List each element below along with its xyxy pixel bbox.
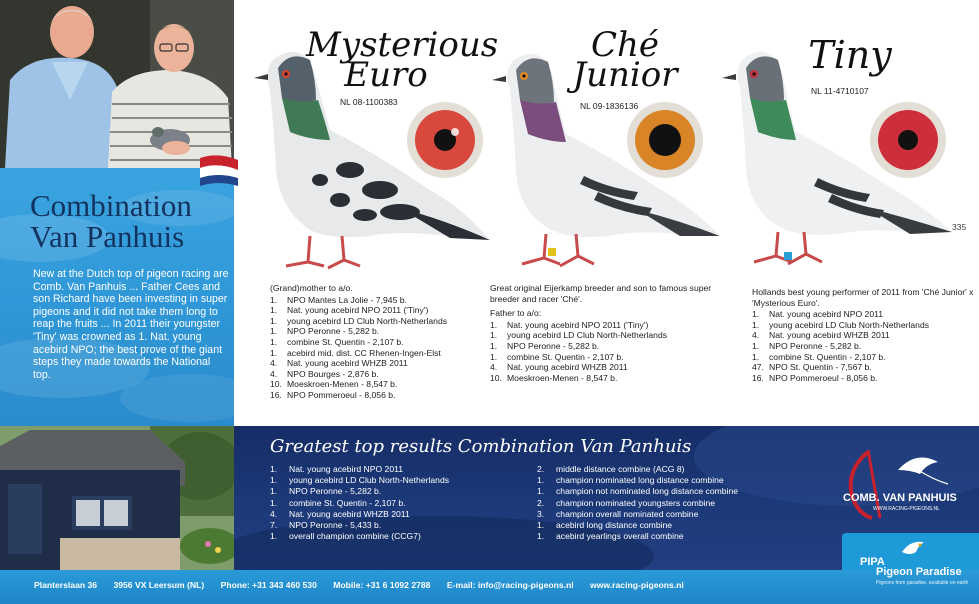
result-text: acebird long distance combine [556, 520, 673, 531]
results-list [490, 320, 725, 384]
list-item [752, 373, 974, 384]
result-text: Nat. young acebird WHZB 2011 [507, 362, 628, 373]
rank: 1. [490, 351, 498, 362]
result-text: combine St. Quentin - 2,107 b. [289, 497, 406, 508]
result-text: Nat. young acebird NPO 2011 ('Tiny') [287, 305, 429, 316]
pipa-name: Pigeon Paradise [876, 566, 962, 578]
list-item [270, 358, 485, 369]
list-item [537, 486, 797, 497]
top-results-left [270, 464, 530, 542]
result-text: Nat. young acebird NPO 2011 ('Tiny') [507, 319, 649, 330]
rank: 3. [537, 508, 545, 519]
list-item [270, 486, 530, 497]
logo-name: COMB. VAN PANHUIS [843, 492, 957, 504]
top-results-right [537, 464, 797, 542]
result-text: young acebird LD Club North-Netherlands [769, 319, 930, 330]
result-text: NPO Bourges - 2,876 b. [287, 368, 379, 379]
list-item [270, 498, 530, 509]
rank: 16. [270, 389, 282, 400]
result-text: young acebird LD Club North-Netherlands [287, 315, 448, 326]
footer-mobile: Mobile: +31 6 1092 2788 [333, 580, 431, 590]
rank: 10. [270, 379, 282, 390]
ring-number: NL 08-1100383 [340, 97, 398, 107]
pigeon-name-line1: Ché [590, 25, 660, 65]
top-results-title: Greatest top results Combination Van Panhuis [270, 436, 692, 457]
rank: 1. [537, 531, 545, 542]
result-text: young acebird LD Club North-Netherlands [289, 475, 450, 486]
result-text: overall champion combine (CCG7) [289, 531, 421, 542]
results-che-junior [490, 283, 725, 383]
list-item [490, 330, 725, 341]
result-text: Nat. young acebird WHZB 2011 [769, 330, 890, 341]
result-text: middle distance combine (ACG 8) [556, 464, 685, 474]
rank: 1. [490, 319, 498, 330]
eye-image-mysterious-euro [405, 100, 485, 180]
rank: 1. [270, 294, 278, 305]
list-item [537, 509, 797, 520]
rank: 1. [270, 336, 278, 347]
result-text: champion nominated youngsters combine [556, 497, 716, 508]
results-list [270, 295, 485, 401]
list-item [270, 305, 485, 316]
footer-address: Planterslaan 36 [34, 580, 98, 590]
rank: 1. [270, 531, 278, 542]
logo-url: WWW.RACING-PIGEONS.NL [873, 506, 940, 512]
rank: 1. [752, 319, 760, 330]
list-item [490, 352, 725, 363]
intro-text: New at the Dutch top of pigeon racing are Comb. Van Panhuis ... Father Cees and son Richard have been investing in super pigeons and it did not take them long to reap the fruits ... In 2011 their youngster 'Tiny' was crowned as 1. Nat. young acebird NPO; the best prove of the giant steps they made towards the National top. [33, 268, 229, 381]
eye-image-tiny [868, 100, 948, 180]
dutch-flag-icon [196, 152, 242, 188]
list-item [752, 309, 974, 320]
list-item [270, 520, 530, 531]
rank: 1. [270, 347, 278, 358]
list-item [270, 531, 530, 542]
results-lead: (Grand)mother to a/o. [270, 283, 353, 293]
list-item [270, 464, 530, 475]
rank: 1. [752, 309, 760, 320]
rank: 1. [537, 520, 545, 531]
rank: 1. [270, 464, 278, 474]
result-text: Moeskroen-Menen - 8,547 b. [507, 372, 618, 383]
footer-phone: Phone: +31 343 460 530 [220, 580, 317, 590]
results-list [752, 309, 974, 383]
pigeon-name-line2: Euro [344, 55, 428, 95]
result-text: acebird yearlings overall combine [556, 531, 684, 542]
result-text: champion overall nominated combine [556, 508, 699, 519]
list-item [537, 475, 797, 486]
result-text: NPO Peronne - 5,433 b. [289, 520, 382, 531]
results-tiny [752, 287, 974, 383]
rank: 1. [270, 305, 278, 316]
result-text: acebird mid. dist. CC Rhenen-Ingen-Elst [287, 347, 441, 358]
list-item [270, 369, 485, 380]
list-item [270, 316, 485, 327]
rank: 1. [752, 351, 760, 362]
list-item [490, 320, 725, 331]
list-item [752, 330, 974, 341]
pigeon-name-line1: Mysterious [306, 25, 499, 65]
list-item [537, 464, 797, 475]
result-text: combine St. Quentin - 2,107 b. [287, 336, 404, 347]
list-item [490, 373, 725, 384]
pipa-tagline: Pigeons from paradise, available on earth [876, 580, 969, 586]
ring-number: NL 09-1836136 [580, 101, 639, 111]
rank: 1. [270, 326, 278, 337]
result-text: NPO Peronne - 5,282 b. [289, 486, 382, 497]
result-text: champion not nominated long distance combine [556, 486, 739, 497]
result-text: combine St. Quentin - 2,107 b. [507, 351, 624, 362]
result-text: NPO Peronne - 5,282 b. [507, 340, 600, 351]
page-number: 335 [952, 222, 967, 232]
rank: 1. [270, 315, 278, 326]
list-item [270, 509, 530, 520]
result-text: champion nominated long distance combine [556, 475, 724, 486]
photo-pigeon-loft [0, 426, 234, 570]
rank: 4. [270, 508, 278, 519]
list-item [752, 352, 974, 363]
list-item [752, 362, 974, 373]
results-lead: Great original Eijerkamp breeder and son to famous super breeder and racer 'Ché'. [490, 283, 712, 304]
rank: 4. [270, 368, 278, 379]
list-item [270, 337, 485, 348]
result-text: NPO Peronne - 5,282 b. [287, 326, 380, 337]
result-text: NPO Pommeroeul - 8,056 b. [769, 372, 878, 383]
result-text: NPO Peronne - 5,282 b. [769, 340, 862, 351]
pigeon-logo-icon [900, 538, 928, 562]
eye-image-che-junior [625, 100, 705, 180]
rank: 1. [752, 340, 760, 351]
list-item [537, 531, 797, 542]
result-text: young acebird LD Club North-Netherlands [507, 330, 668, 341]
rank: 2. [537, 464, 545, 474]
rank: 1. [490, 340, 498, 351]
result-text: combine St. Quentin - 2,107 b. [769, 351, 886, 362]
list-item [537, 520, 797, 531]
footer-website[interactable]: www.racing-pigeons.nl [590, 580, 684, 590]
list-item [270, 326, 485, 337]
rank: 16. [752, 372, 764, 383]
list-item [537, 498, 797, 509]
list-item [752, 320, 974, 331]
rank: 1. [270, 497, 278, 508]
list-item [270, 295, 485, 306]
list-item [270, 390, 485, 401]
results-lead: Hollands best young performer of 2011 from 'Ché Junior' x 'Mysterious Euro'. [752, 287, 974, 308]
list-item [270, 348, 485, 359]
rank: 1. [490, 330, 498, 341]
list-item [752, 341, 974, 352]
results-sublead: Father to a/o: [490, 308, 542, 319]
list-item [490, 341, 725, 352]
result-text: Nat. young acebird NPO 2011 [769, 309, 884, 320]
photo-father-and-son [0, 0, 234, 168]
ring-number: NL 11-4710107 [811, 86, 869, 96]
page-title: Combination Van Panhuis [30, 188, 192, 254]
list-item [270, 475, 530, 486]
result-text: Nat. young acebird WHZB 2011 [287, 358, 408, 369]
rank: 47. [752, 362, 764, 373]
rank: 1. [537, 475, 545, 486]
rank: 4. [270, 358, 278, 369]
result-text: NPO St. Quentin - 7,567 b. [769, 362, 872, 373]
pigeon-name-line2: Junior [572, 55, 678, 95]
rank: 1. [270, 486, 278, 497]
rank: 4. [490, 362, 498, 373]
result-text: Nat. young acebird NPO 2011 [289, 464, 404, 474]
rank: 7. [270, 520, 278, 531]
rank: 1. [537, 486, 545, 497]
result-text: Moeskroen-Menen - 8,547 b. [287, 379, 398, 390]
list-item [270, 379, 485, 390]
result-text: Nat. young acebird WHZB 2011 [289, 508, 410, 519]
result-text: NPO Mantes La Jolie - 7,945 b. [287, 294, 407, 305]
results-mysterious-euro [270, 283, 485, 401]
result-text: NPO Pommeroeul - 8,056 b. [287, 389, 396, 400]
rank: 4. [752, 330, 760, 341]
rank: 2. [537, 497, 545, 508]
list-item [490, 362, 725, 373]
pigeon-name-line1: Tiny [808, 33, 892, 77]
footer-email[interactable]: E-mail: info@racing-pigeons.nl [446, 580, 574, 590]
footer-city: 3956 VX Leersum (NL) [113, 580, 205, 590]
rank: 1. [270, 475, 278, 486]
pipa-wordmark: PIPA [860, 556, 885, 568]
footer-contact [34, 580, 698, 590]
rank: 10. [490, 372, 502, 383]
